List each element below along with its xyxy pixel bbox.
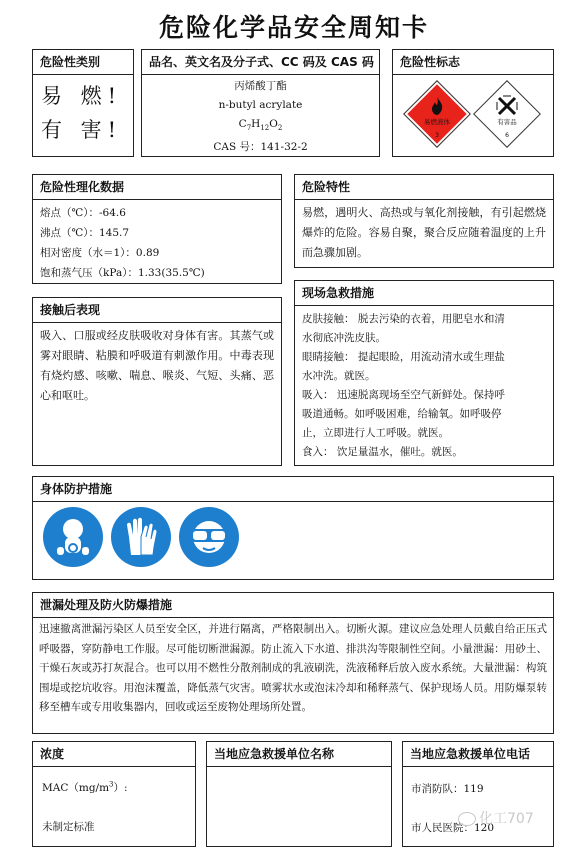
local-phone-box bbox=[402, 741, 554, 847]
hazard-properties-header: 危险特性 bbox=[295, 175, 553, 200]
hazard-category-box bbox=[32, 49, 134, 157]
body-protection-header: 身体防护措施 bbox=[33, 477, 553, 502]
wechat-icon bbox=[458, 812, 476, 826]
sign1-label: 易燃液体 bbox=[424, 118, 450, 126]
watermark bbox=[458, 808, 534, 828]
first-aid-line: 吸道通畅。如呼吸困难，给输氧。如呼吸停 bbox=[302, 408, 502, 420]
local-phone-header: 当地应急救援单位电话 bbox=[403, 742, 553, 767]
first-aid-line: 眼睛接触： 提起眼睑，用流动清水或生理盐 bbox=[302, 351, 505, 363]
hazard-properties-box bbox=[294, 174, 554, 268]
hazard-signs-box bbox=[392, 49, 554, 157]
concentration-box bbox=[32, 741, 196, 847]
fire-department-phone: 市消防队：119 bbox=[411, 783, 484, 795]
contact-symptoms-box bbox=[32, 297, 282, 466]
english-name: n-butyl acrylate bbox=[218, 99, 303, 111]
local-unit-header: 当地应急救援单位名称 bbox=[207, 742, 391, 767]
local-unit-box bbox=[206, 741, 392, 847]
first-aid-line: 水彻底冲洗皮肤。 bbox=[302, 332, 386, 344]
mac-standard: 未制定标准 bbox=[42, 821, 95, 833]
sign2-label: 有害品 bbox=[497, 118, 517, 126]
sign1-class: 3 bbox=[435, 132, 439, 139]
identity-box bbox=[141, 49, 380, 157]
contact-symptoms-header: 接触后表现 bbox=[33, 298, 281, 323]
hazard-category-flammable: 易 燃! bbox=[41, 84, 123, 108]
safety-goggles-icon bbox=[179, 507, 239, 567]
hazard-signs-header: 危险性标志 bbox=[393, 50, 553, 75]
sign2-class: 6 bbox=[505, 132, 509, 139]
first-aid-line: 吸入： 迅速脱离现场至空气新鲜处。保持呼 bbox=[302, 389, 505, 401]
harmful-substance-sign bbox=[475, 82, 539, 146]
mac-label: $MAC(mg/m^3)$: bbox=[42, 780, 128, 794]
molecular-formula: $C_7H_{12}O_2$ bbox=[238, 118, 283, 133]
cas-number: CAS 号：141-32-2 bbox=[213, 141, 308, 154]
hazard-properties-text: 易燃，遇明火、高热或与氧化剂接触，有引起燃烧爆炸的危险。容易自聚，聚合反应随着温度的上升而急骤加剧。 bbox=[302, 206, 546, 259]
first-aid-header: 现场急救措施 bbox=[295, 281, 553, 306]
boiling-point: 沸点（℃）：145.7 bbox=[40, 227, 130, 239]
respirator-icon bbox=[43, 507, 103, 567]
leak-handling-box bbox=[32, 592, 554, 734]
flame-icon bbox=[427, 96, 447, 116]
identity-header: 品名、英文名及分子式、CC 码及 CAS 码 bbox=[142, 50, 379, 75]
protective-gloves-icon bbox=[111, 507, 171, 567]
first-aid-box bbox=[294, 280, 554, 466]
hazard-category-header: 危险性类别 bbox=[33, 50, 133, 75]
relative-density: 相对密度（水＝1）：0.89 bbox=[40, 247, 160, 259]
watermark-text: 化工707 bbox=[479, 811, 534, 827]
physchem-header: 危险性理化数据 bbox=[33, 175, 281, 200]
first-aid-line: 水冲洗。就医。 bbox=[302, 370, 376, 382]
chinese-name: 丙烯酸丁酯 bbox=[234, 80, 287, 92]
melting-point: 熔点（℃）：-64.6 bbox=[40, 207, 126, 219]
cross-x-icon bbox=[495, 94, 519, 118]
contact-symptoms-text: 吸入、口服或经皮肤吸收对身体有害。其蒸气或雾对眼睛、粘膜和呼吸道有刺激作用。中毒表现有烧灼感、咳嗽、喘息、喉炎、气短、头痛、恶心和呕吐。 bbox=[40, 329, 274, 402]
first-aid-line: 止，立即进行人工呼吸。就医。 bbox=[302, 427, 449, 439]
hazard-category-harmful: 有 害! bbox=[41, 118, 123, 142]
leak-handling-header: 泄漏处理及防火防爆措施 bbox=[33, 593, 553, 618]
flammable-liquid-sign bbox=[405, 82, 469, 146]
page-title: 危险化学品安全周知卡 bbox=[158, 13, 429, 42]
physchem-box bbox=[32, 174, 282, 284]
hospital-phone: 市人民医院：120 bbox=[411, 822, 495, 834]
first-aid-line: 食入： 饮足量温水，催吐。就医。 bbox=[302, 446, 463, 458]
leak-handling-text: 迅速撤离泄漏污染区人员至安全区，并进行隔离，严格限制出入。切断火源。建议应急处理人员戴自给正压式呼吸器，穿防静电工作服。尽可能切断泄漏源。防止流入下水道、排洪沟等限制性空间。小量泄漏：用砂土、干燥石灰或苏打灰混合。也可以用不燃性分散剂制成的乳液刷洗，洗液稀释后放入废水系统。大量泄漏：构筑围堤或挖坑收容。用泡沫覆盖，降低蒸气灾害。喷雾状水或泡沫冷却和稀释蒸气、保护现场人员。用防爆泵转移至槽车或专用收集器内，回收或运至废物处理场所处置。 bbox=[39, 623, 547, 713]
first-aid-line: 皮肤接触： 脱去污染的衣着，用肥皂水和清 bbox=[302, 313, 505, 325]
concentration-header: 浓度 bbox=[33, 742, 195, 767]
vapor-pressure: 饱和蒸气压（kPa）：1.33(35.5℃) bbox=[40, 267, 205, 279]
body-protection-box bbox=[32, 476, 554, 580]
